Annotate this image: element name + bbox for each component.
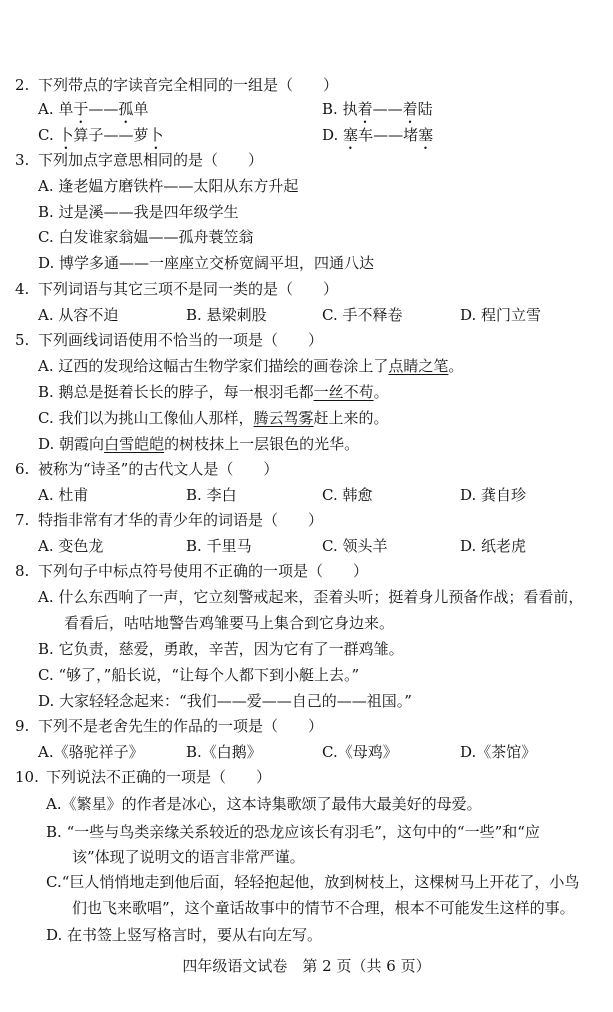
question-number: 3. — [15, 151, 30, 169]
option-a[interactable]: A. 杜甫 — [38, 486, 89, 504]
option-d[interactable]: D. 纸老虎 — [460, 537, 527, 555]
question-number: 10. — [15, 768, 39, 786]
question-number: 7. — [15, 511, 30, 529]
question-stem: 下列说法不正确的一项是（ ） — [46, 768, 272, 786]
option-b[interactable]: B. 悬梁刺股 — [186, 306, 267, 324]
question-stem: 下列不是老舍先生的作品的一项是（ ） — [38, 717, 324, 735]
question-stem: 被称为“诗圣”的古代文人是（ ） — [38, 460, 279, 478]
question-stem: 下列句子中标点符号使用不正确的一项是（ ） — [38, 562, 369, 580]
page-footer: 四年级语文试卷 第 2 页（共 6 页） — [182, 957, 431, 975]
option-a[interactable]: A.《骆驼祥子》 — [38, 743, 144, 761]
question-stem: 下列带点的字读音完全相同的一组是（ ） — [38, 76, 339, 94]
option-d[interactable]: D.《茶馆》 — [460, 743, 537, 761]
option-c[interactable]: C. 领头羊 — [322, 537, 388, 555]
option-b[interactable]: B. 李白 — [186, 486, 237, 504]
option-b[interactable]: B.《白鹅》 — [186, 743, 262, 761]
option-d[interactable]: D. 塞车——堵塞 — [322, 126, 434, 144]
question-number: 6. — [15, 460, 30, 478]
option-c[interactable]: C. 卜算子——萝卜 — [38, 126, 164, 144]
question-number: 5. — [15, 331, 30, 349]
option-d[interactable]: D. 程门立雪 — [460, 306, 542, 324]
question-stem: 下列加点字意思相同的是（ ） — [38, 151, 264, 169]
question-number: 4. — [15, 280, 30, 298]
option-d[interactable]: D. 龚自珍 — [460, 486, 527, 504]
option-b[interactable]: B. 千里马 — [186, 537, 252, 555]
option-a[interactable]: A. 从容不迫 — [38, 306, 119, 324]
question-stem: 下列画线词语使用不恰当的一项是（ ） — [38, 331, 324, 349]
question-number: 8. — [15, 562, 30, 580]
question-number: 9. — [15, 717, 30, 735]
option-a[interactable]: A. 变色龙 — [38, 537, 104, 555]
option-c[interactable]: C. 手不释卷 — [322, 306, 403, 324]
option-c[interactable]: C.《母鸡》 — [322, 743, 398, 761]
question-stem: 特指非常有才华的青少年的词语是（ ） — [38, 511, 324, 529]
question-number: 2. — [15, 76, 30, 94]
option-a[interactable]: A. 单于——孤单 — [38, 100, 149, 118]
question-stem: 下列词语与其它三项不是同一类的是（ ） — [38, 280, 339, 298]
option-c[interactable]: C. 韩愈 — [322, 486, 373, 504]
option-b[interactable]: B. 执着——着陆 — [322, 100, 433, 118]
